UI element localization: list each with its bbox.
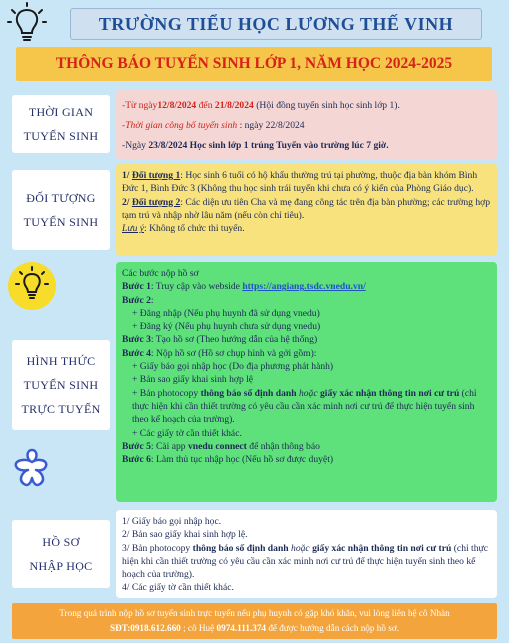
announcement-title: THÔNG BÁO TUYỂN SINH LỚP 1, NĂM HỌC 2024-2025 (16, 47, 492, 81)
label-text: ĐỐI TƯỢNG (26, 191, 96, 205)
registration-link[interactable]: https://angiang.tsdc.vnedu.vn/ (242, 281, 366, 293)
step-4: Bước 4: Nộp hồ sơ (Hồ sơ chụp hình và gởi gồm): (122, 347, 317, 359)
footer-line-2: SĐT:0918.612.660 ; cô Huệ 0974.111.374 để được hướng dẫn cách nộp hồ sơ. (110, 623, 399, 633)
label-text: HỒ SƠ (42, 535, 80, 549)
label-text: TUYỂN SINH (23, 378, 99, 392)
step-5: Bước 5: Cài app vnedu connect để nhận thông báo (122, 440, 320, 452)
target-box (116, 164, 497, 256)
time-line-2: -Thời gian công bố tuyển sinh : ngày 22/8/2024 (122, 120, 305, 131)
section-label-time (12, 95, 110, 153)
target-note: Lưu ý: Không tổ chức thi tuyển. (122, 223, 245, 235)
step-4-item: + Bản sao giấy khai sinh hợp lệ (132, 374, 254, 386)
label-text: TRỰC TUYẾN (21, 402, 101, 416)
lightbulb-icon (6, 260, 58, 312)
step-2-register: + Đăng ký (Nếu phụ huynh chưa sử dụng vnedu) (132, 321, 321, 333)
step-6: Bước 6: Làm thủ tục nhập học (Nếu hồ sơ được duyệt) (122, 454, 334, 466)
step-2: Bước 2: (122, 294, 154, 306)
doc-item: 2/ Bản sao giấy khai sinh hợp lệ. (122, 529, 248, 541)
label-text: TUYỂN SINH (23, 129, 99, 143)
target-1: 1/ Đối tượng 1: Học sinh 6 tuổi có hộ khẩu thường trú tại phường, thuộc địa bàn khóm Bình Đức 1, Bình Đức 3 (Không thu học sinh trái tuyến khi chưa có ý kiến của Phòng Giáo dục). (122, 170, 478, 195)
step-4-item: + Giấy báo gọi nhập học (Do địa phương phát hành) (132, 361, 334, 373)
target-2: 2/ Đối tượng 2: Các diện ưu tiên Cha và mẹ đang công tác trên địa bàn phường; các trường hợp tạm trú và nhập nhờ lâu năm (nếu còn chỉ tiêu). (122, 196, 491, 221)
time-box (116, 90, 497, 160)
doc-item: 4/ Các giấy tờ cần thiết khác. (122, 582, 234, 594)
section-label-online (12, 340, 110, 430)
footer-line-1: Trong quá trình nộp hồ sơ tuyển sinh trực tuyến nếu phụ huynh có gặp khó khăn, vui lòng liên hệ cô Nhàn (59, 608, 450, 618)
step-4-item: + Bản photocopy thông báo số định danh hoặc giấy xác nhận thông tin nơi cư trú (chỉ thực hiện khi cần thiết trường có yêu cầu cần xác minh nơi cư trú để thực hiện tuyển sinh theo kế hoạch của trường). (132, 387, 477, 426)
section-label-target (12, 170, 110, 250)
step-3: Bước 3: Tạo hồ sơ (Theo hướng dẫn của hệ thống) (122, 334, 318, 346)
time-line-1: -Từ ngày12/8/2024 đến 21/8/2024 (Hội đồng tuyển sinh học sinh lớp 1). (122, 100, 400, 111)
flower-icon (8, 446, 56, 494)
step-4-item: + Các giấy tờ cần thiết khác. (132, 427, 242, 439)
steps-intro: Các bước nộp hồ sơ (122, 268, 199, 279)
lightbulb-icon (6, 2, 48, 44)
section-label-docs (12, 520, 110, 588)
label-text: THỜI GIAN (28, 105, 94, 119)
label-text: TUYỂN SINH (23, 215, 99, 229)
time-line-3: -Ngày 23/8/2024 Học sinh lớp 1 trúng Tuyển vào trường lúc 7 giờ. (122, 140, 389, 151)
doc-item: 3/ Bản photocopy thông báo số định danh hoặc giấy xác nhận thông tin nơi cư trú (chỉ thực hiện khi cần thiết trường có yêu cầu cần xác minh nơi cư trú để thực hiện tuyển sinh theo kế hoạch của trường). (122, 542, 488, 581)
docs-box (116, 510, 497, 598)
label-text: HÌNH THỨC (26, 354, 96, 368)
online-steps-box (116, 262, 497, 502)
school-name: TRƯỜNG TIỂU HỌC LƯƠNG THẾ VINH (70, 8, 482, 40)
contact-footer (12, 603, 497, 639)
step-1: Bước 1: Truy cập vào webside https://angiang.tsdc.vnedu.vn/ (122, 281, 366, 293)
label-text: NHẬP HỌC (29, 559, 93, 573)
doc-item: 1/ Giấy báo gọi nhập học. (122, 516, 222, 527)
step-2-login: + Đăng nhập (Nếu phụ huynh đã sử dụng vnedu) (132, 307, 320, 319)
